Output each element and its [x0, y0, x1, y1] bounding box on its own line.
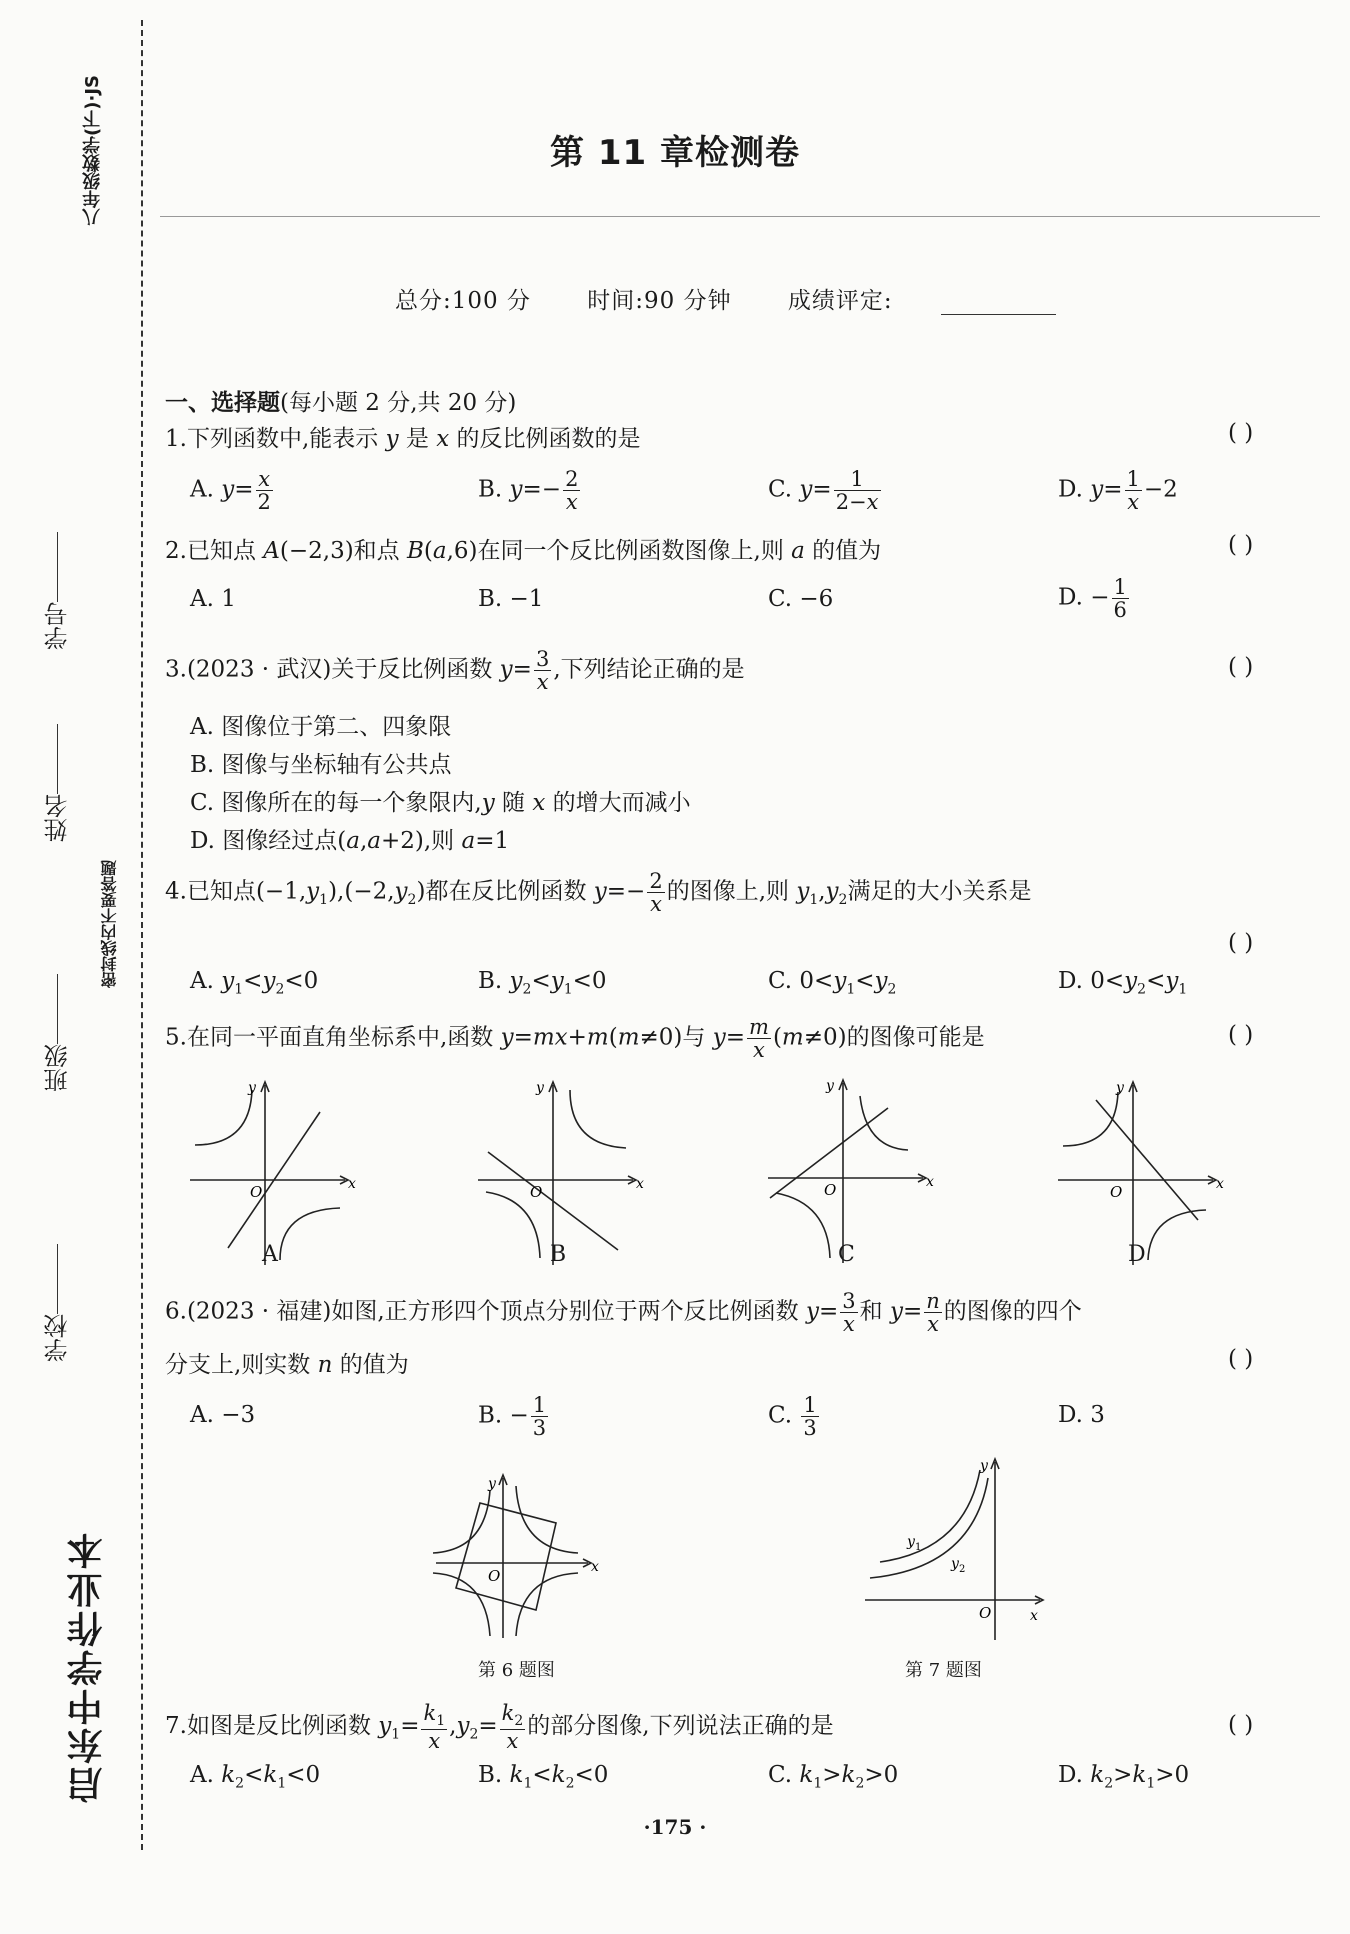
q5-label-d: D: [1128, 1242, 1146, 1267]
svg-text:y: y: [951, 1556, 959, 1572]
answer-blank-4[interactable]: ( ): [1228, 930, 1254, 956]
q5-graph-c[interactable]: [758, 1068, 938, 1268]
svg-text:O: O: [488, 1567, 501, 1585]
total-score: 总分:100 分: [395, 288, 531, 314]
q6-option-a[interactable]: A. −3: [190, 1402, 256, 1428]
section-heading: [165, 384, 516, 417]
svg-text:y: y: [907, 1534, 915, 1550]
svg-text:y: y: [248, 1080, 256, 1096]
q6-option-b[interactable]: B. − $\frac{1}{3}$: [478, 1393, 547, 1441]
grade-label: 成绩评定:: [787, 288, 893, 314]
class-label: 班级: [44, 1044, 72, 1092]
page-title: 第 11 章检测卷: [550, 133, 800, 173]
q3-option-c[interactable]: C. 图像所在的每一个象限内,y 随 x 的增大而减小: [190, 790, 691, 816]
binding-strip: [0, 0, 150, 1934]
q4-option-a[interactable]: A. $y_1<y_2<0$: [190, 968, 319, 998]
q5-label-b: B: [550, 1242, 567, 1267]
answer-blank-2[interactable]: ( ): [1228, 532, 1254, 558]
q2-option-a[interactable]: A. 1: [190, 586, 236, 612]
exam-time: 时间:90 分钟: [587, 288, 732, 314]
question-3: 3.(2023 · 武汉)关于反比例函数 y= $\frac{3}{x}$ ,下列结论正确的是: [165, 647, 745, 695]
q3-option-b[interactable]: B. 图像与坐标轴有公共点: [190, 752, 452, 778]
question-4: 4.已知点$(-1,y_1),(-2,y_2)$都在反比例函数 y=− $\frac{2}{x}$ 的图像上,则 $y_1,y_2$满足的大小关系是: [165, 869, 1032, 917]
svg-text:x: x: [348, 1176, 356, 1192]
seal-dashed-line: [141, 20, 143, 1850]
answer-blank-7[interactable]: ( ): [1228, 1712, 1254, 1738]
q4-option-b[interactable]: B. $y_2<y_1<0$: [478, 968, 607, 998]
answer-blank-6[interactable]: ( ): [1228, 1346, 1254, 1372]
q5-label-c: C: [838, 1242, 855, 1267]
svg-text:x: x: [1216, 1176, 1224, 1192]
school-brand: 启东中学作业本: [67, 1530, 108, 1803]
section-title: 一、选择题: [165, 390, 280, 416]
question-2: 2.已知点 A(−2,3)和点 B(a,6)在同一个反比例函数图像上,则 a 的值为: [165, 538, 882, 564]
svg-text:O: O: [250, 1183, 263, 1201]
q2-option-b[interactable]: B. −1: [478, 586, 544, 612]
student-no-field[interactable]: [40, 480, 75, 650]
q1-option-b[interactable]: B. y=− $\frac{2}{x}$: [478, 467, 579, 515]
section-note: (每小题 2 分,共 20 分): [280, 390, 517, 416]
title-divider: [160, 216, 1320, 217]
q4-option-c[interactable]: C. $0<y_1<y_2$: [768, 968, 897, 998]
q7-figure: [855, 1450, 1055, 1650]
svg-text:1: 1: [915, 1542, 922, 1553]
name-field[interactable]: [40, 720, 75, 842]
q5-graph-d[interactable]: [1048, 1070, 1228, 1270]
q7-option-a[interactable]: A. $k_2<k_1<0$: [190, 1762, 321, 1792]
svg-text:y: y: [980, 1458, 988, 1474]
q3-option-d[interactable]: D. 图像经过点(a,a+2),则 a=1: [190, 828, 510, 854]
svg-text:2: 2: [959, 1564, 966, 1575]
svg-text:x: x: [1030, 1608, 1038, 1624]
question-7: 7.如图是反比例函数 $y_1=$ $\frac{k_1}{x}$ $,y_2=$ $\frac{k_2}{x}$ 的部分图像,下列说法正确的是: [165, 1701, 834, 1753]
answer-blank-3[interactable]: ( ): [1228, 654, 1254, 680]
q2-option-c[interactable]: C. −6: [768, 586, 834, 612]
page-number: ·175 ·: [643, 1815, 707, 1839]
question-6: 6.(2023 · 福建)如图,正方形四个顶点分别位于两个反比例函数 y= $\frac{3}{x}$ 和 y= $\frac{n}{x}$ 的图像的四个: [165, 1289, 1082, 1337]
svg-text:O: O: [979, 1604, 992, 1622]
svg-text:O: O: [530, 1183, 543, 1201]
question-5: 5.在同一平面直角坐标系中,函数 y=mx+m(m≠0)与 y= $\frac{m}{x}$ (m≠0)的图像可能是: [165, 1015, 985, 1063]
answer-blank-1[interactable]: ( ): [1228, 420, 1254, 446]
answer-blank-5[interactable]: ( ): [1228, 1022, 1254, 1048]
q5-label-a: A: [262, 1242, 278, 1267]
q1-option-c[interactable]: C. y= $\frac{1}{2-x}$: [768, 467, 879, 515]
q5-graph-a[interactable]: [180, 1070, 360, 1270]
svg-text:y: y: [1116, 1080, 1124, 1096]
svg-text:x: x: [926, 1174, 934, 1190]
q1-option-a[interactable]: A. y= $\frac{x}{2}$: [190, 467, 271, 515]
q7-caption: 第 7 题图: [905, 1660, 982, 1681]
exam-info: [395, 282, 1104, 315]
school-label: 学校: [44, 1314, 72, 1362]
student-no-label: 学号: [44, 602, 72, 650]
class-field[interactable]: [40, 970, 75, 1092]
q3-option-a[interactable]: A. 图像位于第二、四象限: [190, 714, 452, 740]
name-label: 姓名: [44, 794, 72, 842]
book-header: 八年级数学(下)·JS: [82, 75, 103, 226]
q7-option-c[interactable]: C. $k_1>k_2>0$: [768, 1762, 899, 1792]
svg-text:x: x: [591, 1559, 599, 1575]
grade-blank[interactable]: [941, 294, 1056, 315]
q6-caption: 第 6 题图: [478, 1660, 555, 1681]
svg-text:O: O: [1110, 1183, 1123, 1201]
q5-graph-b[interactable]: [468, 1070, 648, 1270]
svg-text:x: x: [636, 1176, 644, 1192]
question-1: 1.下列函数中,能表示 y 是 x 的反比例函数的是: [165, 426, 641, 452]
seal-notice: 密封线内不要答题: [100, 860, 119, 988]
q7-option-d[interactable]: D. $k_2>k_1>0$: [1058, 1762, 1190, 1792]
svg-text:y: y: [488, 1476, 496, 1492]
school-field[interactable]: [40, 1240, 75, 1362]
question-6-line2: 分支上,则实数 n 的值为: [165, 1352, 409, 1378]
q6-figure: [428, 1468, 608, 1648]
q1-option-d[interactable]: D. y= $\frac{1}{x}$ −2: [1058, 467, 1178, 515]
q4-option-d[interactable]: D. $0<y_2<y_1$: [1058, 968, 1188, 998]
q2-option-d[interactable]: D. − $\frac{1}{6}$: [1058, 575, 1127, 623]
svg-text:y: y: [826, 1078, 834, 1094]
svg-text:y: y: [536, 1080, 544, 1096]
q6-option-c[interactable]: C. $\frac{1}{3}$: [768, 1393, 817, 1441]
q7-option-b[interactable]: B. $k_1<k_2<0$: [478, 1762, 609, 1792]
q6-option-d[interactable]: D. 3: [1058, 1402, 1105, 1428]
svg-text:O: O: [824, 1181, 837, 1199]
